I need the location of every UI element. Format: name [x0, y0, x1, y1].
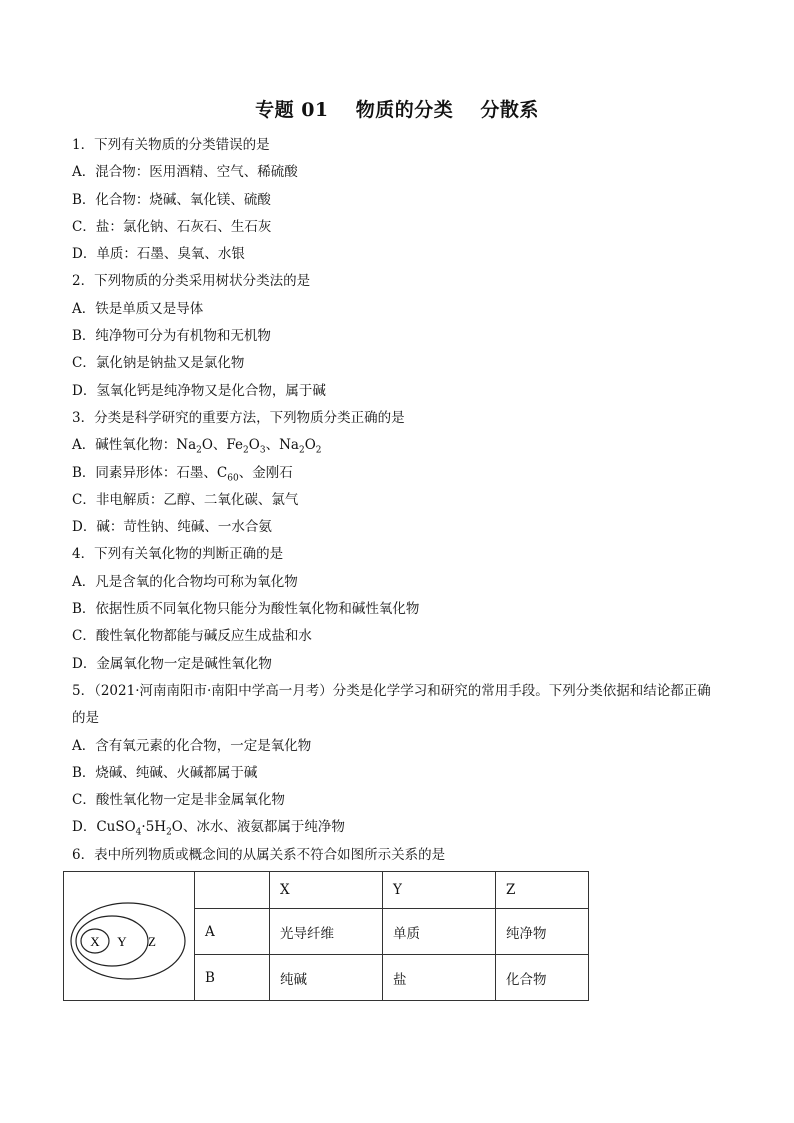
table-cell: 单质 — [383, 909, 496, 955]
label-z: Z — [148, 934, 156, 949]
option: C．盐：氯化钠、石灰石、生石灰 — [72, 218, 272, 235]
option: A．凡是含氧的化合物均可称为氧化物 — [72, 573, 298, 590]
table-row — [64, 872, 589, 909]
table-cell: 纯净物 — [496, 909, 589, 955]
title-number: 专题 01 — [255, 99, 329, 121]
table-cell: A — [195, 909, 270, 955]
option: B．依据性质不同氧化物只能分为酸性氧化物和碱性氧化物 — [72, 601, 420, 618]
option: D．单质：石墨、臭氧、水银 — [72, 246, 245, 263]
venn-diagram-cell — [64, 872, 195, 1001]
label-x: X — [90, 934, 100, 949]
question-stem: 3．分类是科学研究的重要方法，下列物质分类正确的是 — [72, 409, 405, 426]
page-title — [0, 95, 794, 122]
question-stem: 4．下列有关氧化物的判断正确的是 — [72, 546, 284, 563]
option: B．同素异形体：石墨、$C_{60}$、金刚石 — [72, 464, 293, 484]
question-stem: 5．（2021·河南南阳市·南阳中学高一月考）分类是化学学习和研究的常用手段。下列分类依据和结论都正确的是 — [72, 682, 711, 727]
option: A．混合物：医用酒精、空气、稀硫酸 — [72, 164, 298, 181]
table-cell: B — [195, 955, 270, 1001]
table-cell: 光导纤维 — [270, 909, 383, 955]
table-cell: 纯碱 — [270, 955, 383, 1001]
question-stem: 6．表中所列物质或概念间的从属关系不符合如图所示关系的是 — [72, 846, 446, 863]
table-cell: 化合物 — [496, 955, 589, 1001]
question-stem: 1．下列有关物质的分类错误的是 — [72, 137, 270, 153]
option-text: B．同素异形体：石墨、C — [72, 464, 228, 481]
option: D．金属氧化物一定是碱性氧化物 — [72, 655, 272, 672]
ellipse-z — [71, 903, 185, 979]
option-text: D．CuSO — [72, 819, 136, 836]
question-stem: 2．下列物质的分类采用树状分类法的是 — [72, 273, 311, 290]
option: A．含有氧元素的化合物，一定是氧化物 — [72, 737, 312, 754]
nested-ellipse-diagram — [64, 872, 194, 996]
label-y: Y — [117, 934, 127, 949]
table-header-cell: X — [270, 872, 383, 909]
ellipse-y — [76, 916, 148, 966]
option: C．酸性氧化物一定是非金属氧化物 — [72, 792, 285, 809]
table-header-cell: Z — [496, 872, 589, 909]
option: C．酸性氧化物都能与碱反应生成盐和水 — [72, 628, 312, 645]
formula: $Na_2O$、$Fe_2O_3$、$Na_2O_2$ — [176, 437, 322, 456]
question-list — [72, 132, 722, 869]
table-header-cell — [195, 872, 270, 909]
relation-table — [63, 871, 589, 1001]
option: D．$CuSO_4\cdot 5H_2O$、冰水、液氨都属于纯净物 — [72, 819, 345, 839]
option: D．氢氧化钙是纯净物又是化合物，属于碱 — [72, 382, 326, 399]
option — [72, 432, 722, 459]
option: C．氯化钠是钠盐又是氯化物 — [72, 355, 245, 372]
option: C．非电解质：乙醇、二氧化碳、氯气 — [72, 491, 299, 508]
option: B．烧碱、纯碱、火碱都属于碱 — [72, 764, 258, 781]
option: A．铁是单质又是导体 — [72, 300, 204, 317]
option: B．化合物：烧碱、氧化镁、硫酸 — [72, 191, 271, 208]
option-text: A．碱性氧化物： — [72, 437, 177, 454]
table-cell: 盐 — [383, 955, 496, 1001]
title-part1: 物质的分类 — [355, 99, 454, 121]
table-header-cell: Y — [383, 872, 496, 909]
option: D．碱：苛性钠、纯碱、一水合氨 — [72, 519, 272, 536]
option: B．纯净物可分为有机物和无机物 — [72, 328, 271, 345]
title-part2: 分散系 — [480, 99, 539, 121]
